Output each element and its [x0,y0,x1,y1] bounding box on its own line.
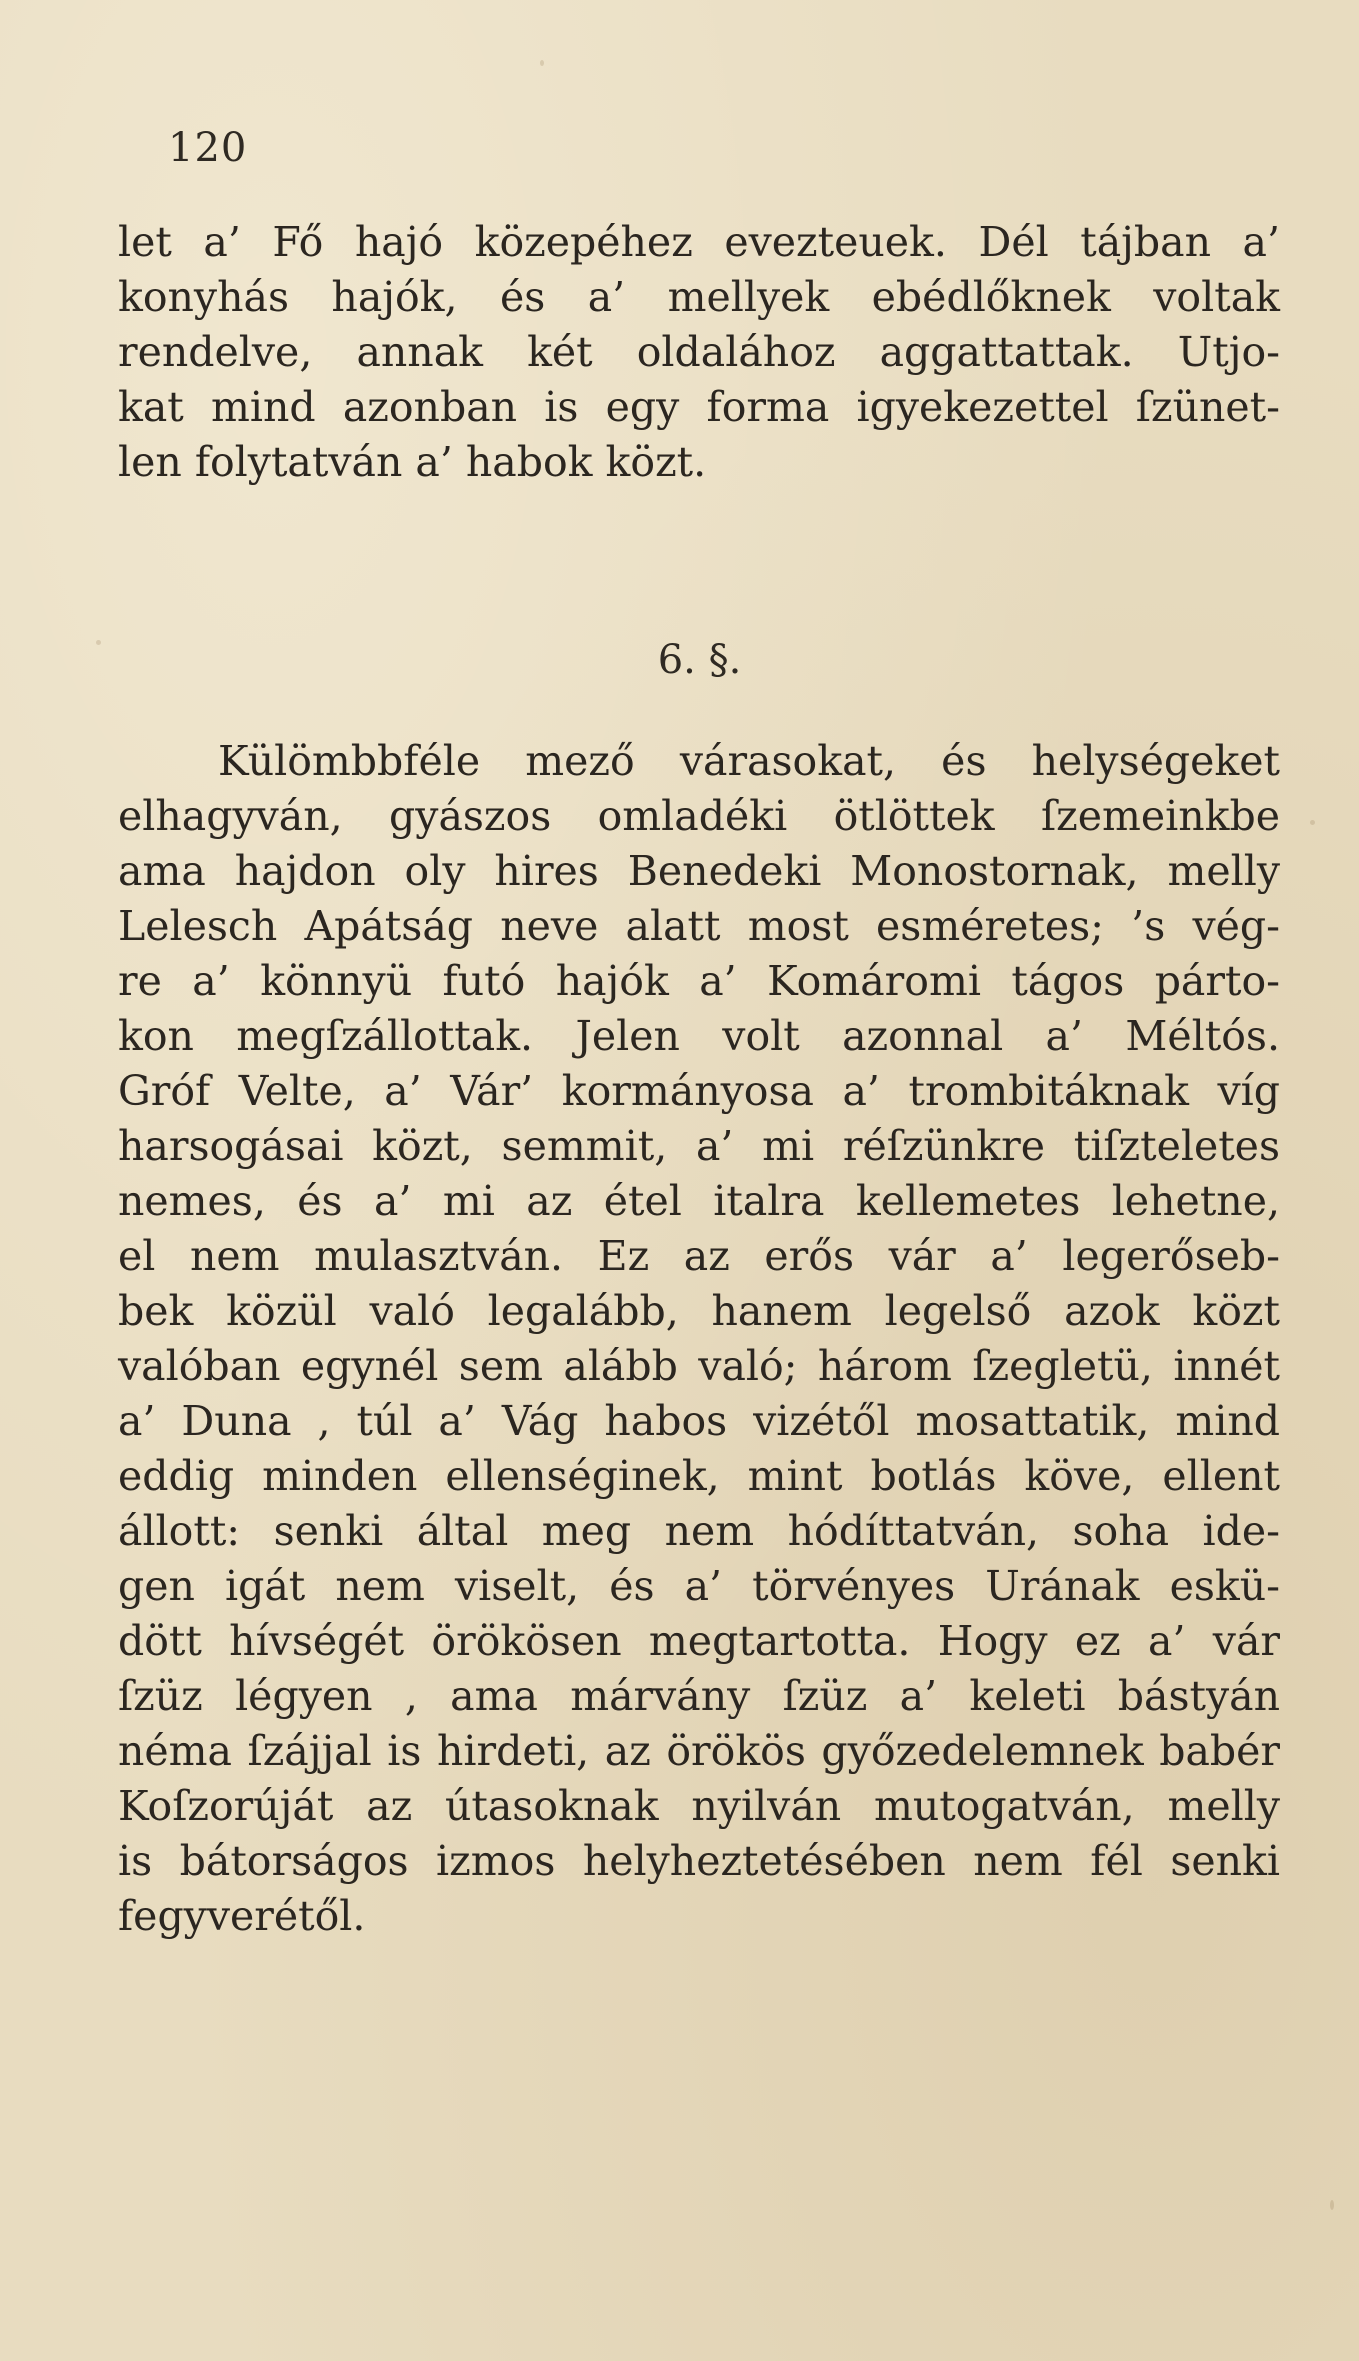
paper-speck [1310,820,1315,825]
text-line: a’ Duna , túl a’ Vág habos vizétől mosattatik, mind [118,1397,1280,1445]
text-line: kon megſzállottak. Jelen volt azonnal a’ Méltós. [118,1012,1280,1060]
text-line: rendelve, annak két oldalához aggattattak. Utjo- [118,328,1280,376]
text-line: el nem mulasztván. Ez az erős vár a’ legerőseb- [118,1232,1280,1280]
text-line: néma ſzájjal is hirdeti, az örökös győzedelemnek babér [118,1727,1280,1775]
text-line: ſzüz légyen , ama márvány ſzüz a’ keleti bástyán [118,1672,1280,1720]
text-line: nemes, és a’ mi az étel italra kellemetes lehetne, [118,1177,1280,1225]
paragraph-2 [118,734,1280,1944]
text-line: is bátorságos izmos helyheztetésében nem fél senki [118,1837,1280,1885]
paper-speck [1330,2200,1334,2210]
text-line: len folytatván a’ habok közt. [118,438,707,486]
text-line: re a’ könnyü futó hajók a’ Komáromi tágos párto- [118,957,1280,1005]
text-line: fegyverétől. [118,1892,366,1940]
text-line: ama hajdon oly hires Benedeki Monostornak, melly [118,847,1280,895]
text-line: Koſzorúját az útasoknak nyilván mutogatván, melly [118,1782,1280,1830]
paragraph-1 [118,215,1280,490]
text-line: valóban egynél sem alább való; három ſzegletü, innét [118,1342,1280,1390]
text-line: bek közül való legalább, hanem legelső azok közt [118,1287,1280,1335]
paper-speck [96,640,101,645]
text-line: let a’ Fő hajó közepéhez evezteuek. Dél tájban a’ [118,218,1280,266]
page-number: 120 [168,125,248,171]
text-line: Gróf Velte, a’ Vár’ kormányosa a’ trombitáknak víg [118,1067,1280,1115]
text-line: eddig minden ellenséginek, mint botlás köve, ellent [118,1452,1280,1500]
text-line: harsogásai közt, semmit, a’ mi réſzünkre tiſzteletes [118,1122,1280,1170]
section-heading [0,637,1359,683]
text-line: Külömbbféle mező várasokat, és helységeket [218,737,1280,785]
text-line: kat mind azonban is egy forma igyekezettel ſzünet- [118,383,1280,431]
text-line: elhagyván, gyászos omladéki ötlöttek ſzemeinkbe [118,792,1280,840]
section-heading-text: 6. §. [657,637,742,683]
text-line: állott: senki által meg nem hódíttatván, soha ide- [118,1507,1280,1555]
text-line: Lelesch Apátság neve alatt most esméretes; ’s vég- [118,902,1280,950]
text-line: dött hívségét örökösen megtartotta. Hogy ez a’ vár [118,1617,1280,1665]
paper-speck [540,60,544,66]
text-line: konyhás hajók, és a’ mellyek ebédlőknek voltak [118,273,1280,321]
text-line: gen igát nem viselt, és a’ törvényes Urának eskü- [118,1562,1280,1610]
